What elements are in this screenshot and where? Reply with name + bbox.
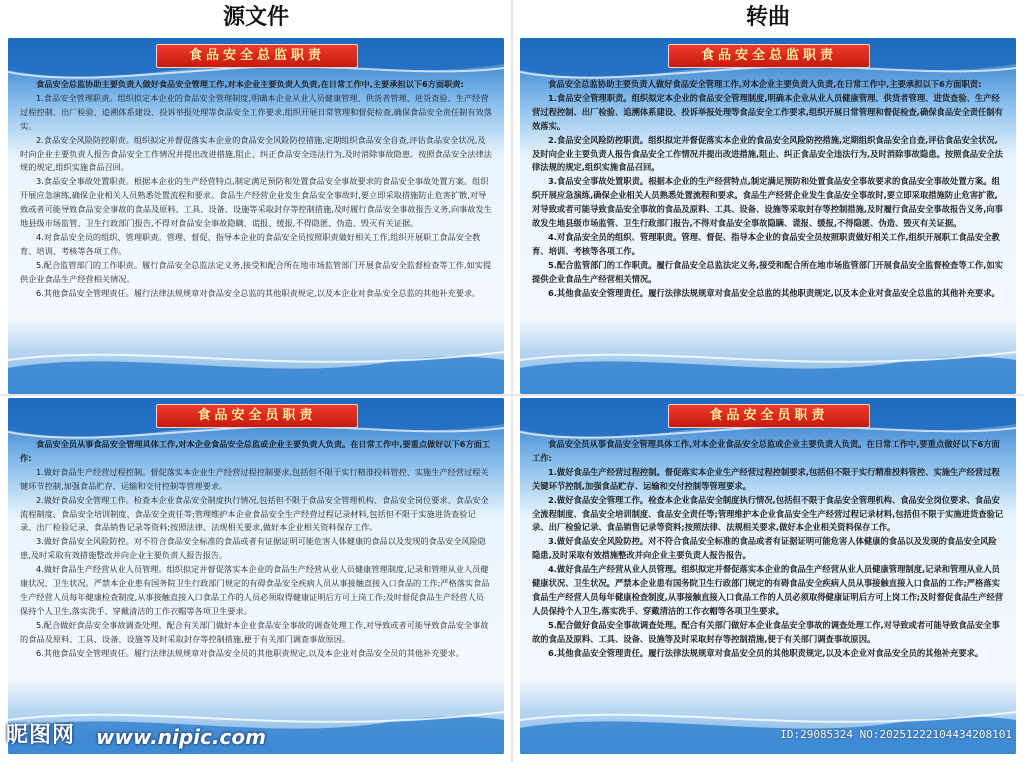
board-title-banner: 食品安全员职责 — [156, 404, 358, 428]
board-title-banner: 食品安全总监职责 — [156, 44, 358, 68]
board-title-banner: 食品安全总监职责 — [668, 44, 870, 68]
bottom-wave-decoration — [8, 338, 504, 394]
duty-item: 1.食品安全管理职责。组织拟定本企业的食品安全管理制度,明确本企业从业人员健康管理、供货者管理、进货查验、生产经营过程控制、出厂检验、追溯体系建设、投诉举报处理等食品安全工作要求,组织开展日常管理和督促检查,确保食品安全责任制有效落实。 — [532, 92, 1003, 131]
duty-item: 4.做好食品生产经营从业人员管理。组织拟定并督促落实本企业的食品生产经营从业人员健康管理制度,记录和管理从业人员健康状况、卫生状况。严禁本企业患有国务院卫生行政部门规定的有碍食品安全疾病人员从事接触直接入口食品的工作;严格落实食品生产经营人员每年健康检查制度,从事接触直接入口食品工作的人员必须取得健康证明后方可上岗工作;及时督促食品生产经营人员保持个人卫生,落实洗手、穿戴清洁的工作衣帽等各项卫生要求。 — [532, 564, 1004, 616]
duty-item: 2.做好食品安全管理工作。检查本企业食品安全制度执行情况,包括但不限于食品安全管理机构、食品安全岗位要求、食品安全流程制度、食品安全培训制度、食品安全责任等;管理维护本企业食品安全生产经营过程记录材料,包括但不限于实施进货查验记录、出厂检验记录、食品销售记录等资料;按照法律、法规相关要求,做好本企业相关资料保存工作。 — [20, 494, 489, 533]
board-intro: 食品安全总监协助主要负责人做好食品安全管理工作,对本企业主要负责人负责,在日常工作中,主要承担以下6方面职责: — [548, 79, 982, 89]
duty-item: 4.做好食品生产经营从业人员管理。组织拟定并督促落实本企业的食品生产经营从业人员健康管理制度,记录和管理从业人员健康状况、卫生状况。严禁本企业患有国务院卫生行政部门规定的有碍食品安全疾病人员从事接触直接入口食品的工作;严格落实食品生产经营人员每年健康检查制度,从事接触直接入口食品工作的人员必须取得健康证明后方可上岗工作;及时督促食品生产经营人员保持个人卫生,落实洗手、穿戴清洁的工作衣帽等各项卫生要求。 — [20, 564, 490, 616]
watermark-logo: 昵图网 — [6, 723, 76, 748]
duty-item: 3.做好食品安全风险防控。对不符合食品安全标准的食品或者有证据证明可能危害人体健康的食品以及发现的食品安全风险隐患,及时采取有效措施整改并向企业主要负责人报告报告。 — [532, 536, 997, 561]
board-body-text — [20, 438, 492, 661]
officer-duties-board-source — [8, 398, 504, 754]
duty-item: 2.食品安全风险防控职责。组织拟定并督促落实本企业的食品安全风险防控措施,定期组织食品安全自查,评估食品安全状况,及时向企业主要负责人报告食品安全工作情况并提出改进措施,阻止、纠正食品安全违法行为,及时消除事故隐患。按照食品安全法律法规的规定,组织实施食品召回。 — [532, 134, 1003, 173]
duty-item: 6.其他食品安全管理责任。履行法律法规规章对食品安全总监的其他职责规定,以及本企业对食品安全总监的其他补充要求。 — [548, 287, 1000, 298]
board-body-text — [532, 438, 1004, 661]
board-title-banner: 食品安全员职责 — [668, 404, 870, 428]
column-title-outlined: 转曲 — [745, 5, 790, 30]
duty-item: 3.食品安全事故处置职责。根据本企业的生产经营特点,制定满足预防和处置食品安全事故要求的食品安全事故处置方案。组织开展应急演练,确保企业相关人员熟悉处置流程和要求。食品生产经营企业发生食品安全事故时,要立即采取措施防止危害扩散,对导致或者可能导致食品安全事故的食品及原料、工具、设备、设施等采取封存等控制措施,及时履行食品安全事故报告义务,向事故发生地县级市场监管、卫生行政部门报告,不得对食品安全事故隐瞒、谎报、缓报,不得隐匿、伪造、毁灭有关证据。 — [532, 176, 1003, 229]
duty-item: 3.食品安全事故处置职责。根据本企业的生产经营特点,制定满足预防和处置食品安全事故要求的食品安全事故处置方案。组织开展应急演练,确保企业相关人员熟悉处置流程和要求。食品生产经营企业发生食品安全事故时,要立即采取措施防止危害扩散,对导致或者可能导致食品安全事故的食品及原料、工具、设备、设施等采取封存等控制措施,及时履行食品安全事故报告义务,向事故发生地县级市场监管、卫生行政部门报告,不得对食品安全事故隐瞒、谎报、缓报,不得隐匿、伪造、毁灭有关证据。 — [20, 176, 492, 229]
duty-item: 5.配合做好食品安全事故调查处理。配合有关部门做好本企业食品安全事故的调查处理工作,对导致或者可能导致食品安全事故的食品及原料、工具、设备、设施等及时采取封存等控制措施,便于有关部门调查事故原因。 — [20, 619, 489, 644]
duty-item: 4.对食品安全员的组织、管理职责。管理、督促、指导本企业的食品安全员按照职责做好相关工作,组织开展职工食品安全教育、培训、考核等各项工作。 — [20, 231, 481, 256]
duty-item: 5.配合做好食品安全事故调查处理。配合有关部门做好本企业食品安全事故的调查处理工作,对导致或者可能导致食品安全事故的食品及原料、工具、设备、设施等及时采取封存等控制措施,便于有关部门调查事故原因。 — [532, 619, 1000, 644]
board-intro: 食品安全员从事食品安全管理具体工作,对本企业食品安全总监或企业主要负责人负责。在日常工作中,要重点做好以下6方面工作: — [20, 439, 491, 463]
duty-item: 6.其他食品安全管理责任。履行法律法规规章对食品安全员的其他职责规定,以及本企业对食品安全员的其他补充要求。 — [36, 647, 464, 658]
duty-item: 4.对食品安全员的组织、管理职责。管理、督促、指导本企业的食品安全员按照职责做好相关工作,组织开展职工食品安全教育、培训、考核等各项工作。 — [532, 231, 1000, 256]
duty-item: 6.其他食品安全管理责任。履行法律法规规章对食品安全员的其他职责规定,以及本企业对食品安全员的其他补充要求。 — [548, 647, 984, 658]
watermark-url: www.nipic.com — [96, 725, 266, 749]
duty-item: 3.做好食品安全风险防控。对不符合食品安全标准的食品或者有证据证明可能危害人体健康的食品以及发现的食品安全风险隐患,及时采取有效措施整改并向企业主要负责人报告报告。 — [20, 536, 486, 561]
duty-item: 5.配合监管部门的工作职责。履行食品安全总监法定义务,接受和配合所在地市场监管部门开展食品安全监督检查等工作,如实提供企业食品生产经营相关情况。 — [20, 259, 492, 284]
officer-duties-board-outlined — [520, 398, 1016, 754]
duty-item: 2.做好食品安全管理工作。检查本企业食品安全制度执行情况,包括但不限于食品安全管理机构、食品安全岗位要求、食品安全流程制度、食品安全培训制度、食品安全责任等;管理维护本企业食品安全生产经营过程记录材料,包括但不限于实施进货查验记录、出厂检验记录、食品销售记录等资料;按照法律、法规相关要求,做好本企业相关资料保存工作。 — [532, 494, 1004, 533]
duty-item: 2.食品安全风险防控职责。组织拟定并督促落实本企业的食品安全风险防控措施,定期组织食品安全自查,评估食品安全状况,及时向企业主要负责人报告食品安全工作情况并提出改进措施,阻止、纠正食品安全违法行为,及时消除事故隐患。按照食品安全法律法规的规定,组织实施食品召回。 — [20, 134, 492, 173]
bottom-wave-decoration — [520, 338, 1016, 394]
watermark-id: ID:29085324 NO:20251222104434208101 — [780, 728, 1012, 741]
board-intro: 食品安全总监协助主要负责人做好食品安全管理工作,对本企业主要负责人负责,在日常工作中,主要承担以下6方面职责: — [36, 79, 464, 89]
duty-item: 5.配合监管部门的工作职责。履行食品安全总监法定义务,接受和配合所在地市场监管部门开展食品安全监督检查等工作,如实提供企业食品生产经营相关情况。 — [532, 259, 1003, 284]
director-duties-board-outlined — [520, 38, 1016, 394]
board-intro: 食品安全员从事食品安全管理具体工作,对本企业食品安全总监或企业主要负责人负责。在日常工作中,要重点做好以下6方面工作: — [532, 439, 1000, 463]
board-body-text — [20, 78, 492, 301]
director-duties-board-source — [8, 38, 504, 394]
row-divider — [0, 394, 1024, 396]
duty-item: 1.做好食品生产经营过程控制。督促落实本企业生产经营过程控制要求,包括但不限于实行精准投料管控、实施生产经营过程关键环节控制,加强食品贮存、运输和交付控制等管理要求。 — [20, 466, 489, 491]
column-title-source: 源文件 — [222, 5, 289, 30]
board-body-text — [532, 78, 1004, 301]
duty-item: 1.做好食品生产经营过程控制。督促落实本企业生产经营过程控制要求,包括但不限于实行精准投料管控、实施生产经营过程关键环节控制,加强食品贮存、运输和交付控制等管理要求。 — [532, 466, 1000, 491]
column-divider — [511, 0, 513, 762]
duty-item: 1.食品安全管理职责。组织拟定本企业的食品安全管理制度,明确本企业从业人员健康管理、供货者管理、进货查验、生产经营过程控制、出厂检验、追溯体系建设、投诉举报处理等食品安全工作要求,组织开展日常管理和督促检查,确保食品安全责任制有效落实。 — [20, 92, 492, 131]
duty-item: 6.其他食品安全管理责任。履行法律法规规章对食品安全总监的其他职责规定,以及本企业对食品安全总监的其他补充要求。 — [36, 287, 481, 298]
